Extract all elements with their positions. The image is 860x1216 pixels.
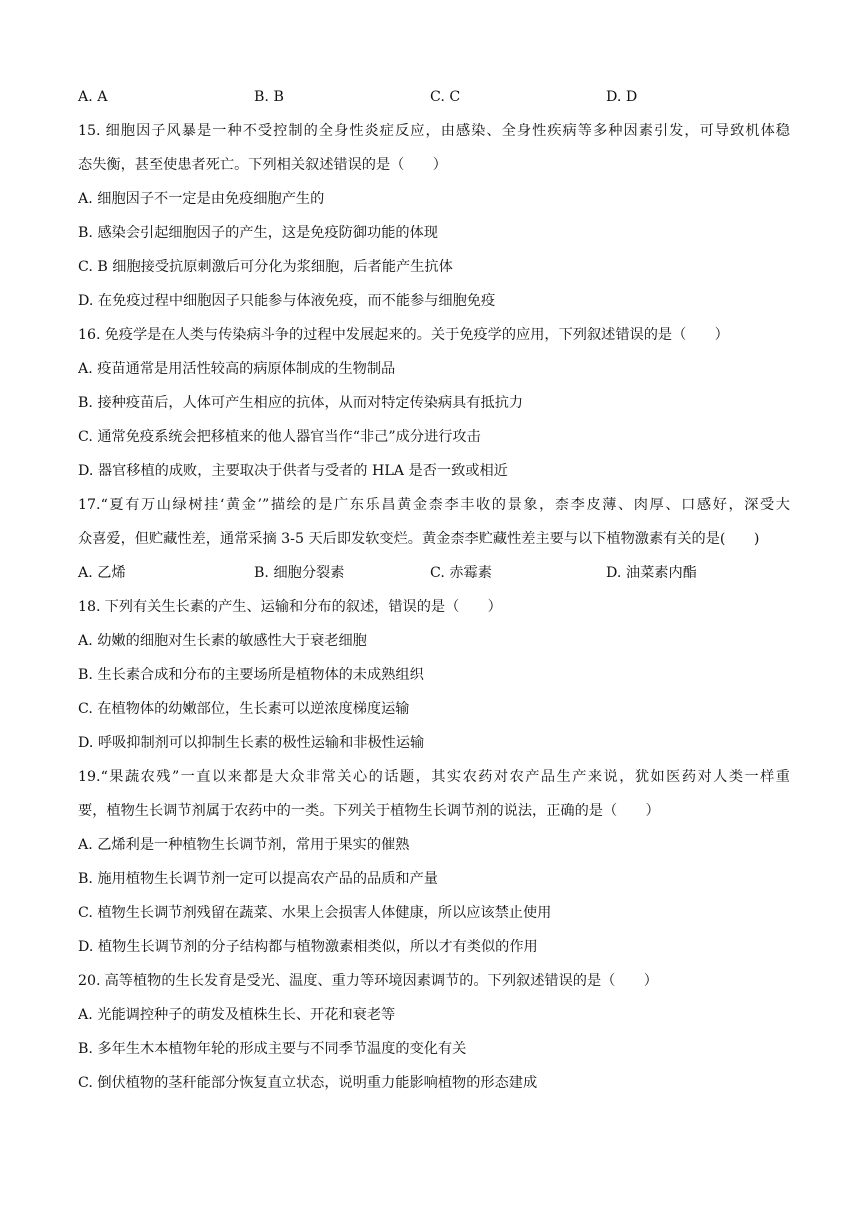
question-20-stem-line-1: 20. 高等植物的生长发育是受光、温度、重力等环境因素调节的。下列叙述错误的是（ ） (78, 973, 658, 989)
option-d: D. D (606, 89, 638, 105)
option-b: B. B (254, 89, 284, 105)
question-number: 20. (78, 973, 101, 989)
question-15-stem-line-1: 15. 细胞因子风暴是一种不受控制的全身性炎症反应，由感染、全身性疾病等多种因素引发，可导致机体稳 (78, 123, 790, 139)
question-19-option-a: A. 乙烯利是一种植物生长调节剂，常用于果实的催熟 (78, 837, 410, 853)
question-18-option-d: D. 呼吸抑制剂可以抑制生长素的极性运输和非极性运输 (78, 735, 425, 751)
question-17-stem-line-1: 17.“夏有万山绿树挂‘黄金’”描绘的是广东乐昌黄金柰李丰收的景象，柰李皮薄、肉厚、口感好，深受大 (78, 497, 790, 513)
question-number: 15. (78, 123, 101, 139)
question-16-option-b: B. 接种疫苗后，人体可产生相应的抗体，从而对特定传染病具有抵抗力 (78, 395, 524, 411)
question-15-option-c: C. B 细胞接受抗原刺激后可分化为浆细胞，后者能产生抗体 (78, 259, 453, 275)
option-a: A. A (78, 89, 108, 105)
question-15-option-b: B. 感染会引起细胞因子的产生，这是免疫防御功能的体现 (78, 225, 438, 241)
question-number: 19. (78, 769, 101, 785)
exam-page (78, 86, 790, 1106)
question-19-option-b: B. 施用植物生长调节剂一定可以提高农产品的品质和产量 (78, 871, 438, 887)
prev-question-options (78, 86, 790, 108)
question-19-stem-line-1: 19.“果蔬农残”一直以来都是大众非常关心的话题，其实农药对农产品生产来说，犹如医药对人类一样重 (78, 769, 790, 785)
option-a: A. 乙烯 (78, 565, 126, 581)
question-number: 18. (78, 599, 101, 615)
question-19-option-c: C. 植物生长调节剂残留在蔬菜、水果上会损害人体健康，所以应该禁止使用 (78, 905, 552, 921)
question-17-stem-line-2: 众喜爱，但贮藏性差，通常采摘 3-5 天后即发软变烂。黄金柰李贮藏性差主要与以下植物激素有关的是( ) (78, 531, 760, 547)
question-18-option-b: B. 生长素合成和分布的主要场所是植物体的未成熟组织 (78, 667, 424, 683)
question-15-option-d: D. 在免疫过程中细胞因子只能参与体液免疫，而不能参与细胞免疫 (78, 293, 496, 309)
question-15-stem-line-2: 态失衡，甚至使患者死亡。下列相关叙述错误的是（ ） (78, 157, 447, 173)
question-16-option-c: C. 通常免疫系统会把移植来的他人器官当作“非己”成分进行攻击 (78, 429, 481, 445)
option-c: C. C (430, 89, 461, 105)
option-d: D. 油菜素内酯 (606, 565, 697, 581)
question-16-stem-line-1: 16. 免疫学是在人类与传染病斗争的过程中发展起来的。关于免疫学的应用，下列叙述错误的是（ ） (78, 327, 729, 343)
question-19-stem-line-2: 要，植物生长调节剂属于农药中的一类。下列关于植物生长调节剂的说法，正确的是（ ） (78, 803, 660, 819)
question-18-stem-line-1: 18. 下列有关生长素的产生、运输和分布的叙述，错误的是（ ） (78, 599, 502, 615)
option-b: B. 细胞分裂素 (254, 565, 345, 581)
question-16-option-a: A. 疫苗通常是用活性较高的病原体制成的生物制品 (78, 361, 396, 377)
question-17-options (78, 562, 790, 584)
question-20-option-b: B. 多年生木本植物年轮的形成主要与不同季节温度的变化有关 (78, 1041, 467, 1057)
question-15-option-a: A. 细胞因子不一定是由免疫细胞产生的 (78, 191, 325, 207)
question-20-option-a: A. 光能调控种子的萌发及植株生长、开花和衰老等 (78, 1007, 396, 1023)
question-18-option-c: C. 在植物体的幼嫩部位，生长素可以逆浓度梯度运输 (78, 701, 410, 717)
question-16-option-d: D. 器官移植的成败，主要取决于供者与受者的 HLA 是否一致或相近 (78, 463, 508, 479)
option-c: C. 赤霉素 (430, 565, 492, 581)
question-number: 17. (78, 497, 101, 513)
question-18-option-a: A. 幼嫩的细胞对生长素的敏感性大于衰老细胞 (78, 633, 367, 649)
question-19-option-d: D. 植物生长调节剂的分子结构都与植物激素相类似，所以才有类似的作用 (78, 939, 538, 955)
question-20-option-c: C. 倒伏植物的茎秆能部分恢复直立状态，说明重力能影响植物的形态建成 (78, 1075, 538, 1091)
question-number: 16. (78, 327, 101, 343)
